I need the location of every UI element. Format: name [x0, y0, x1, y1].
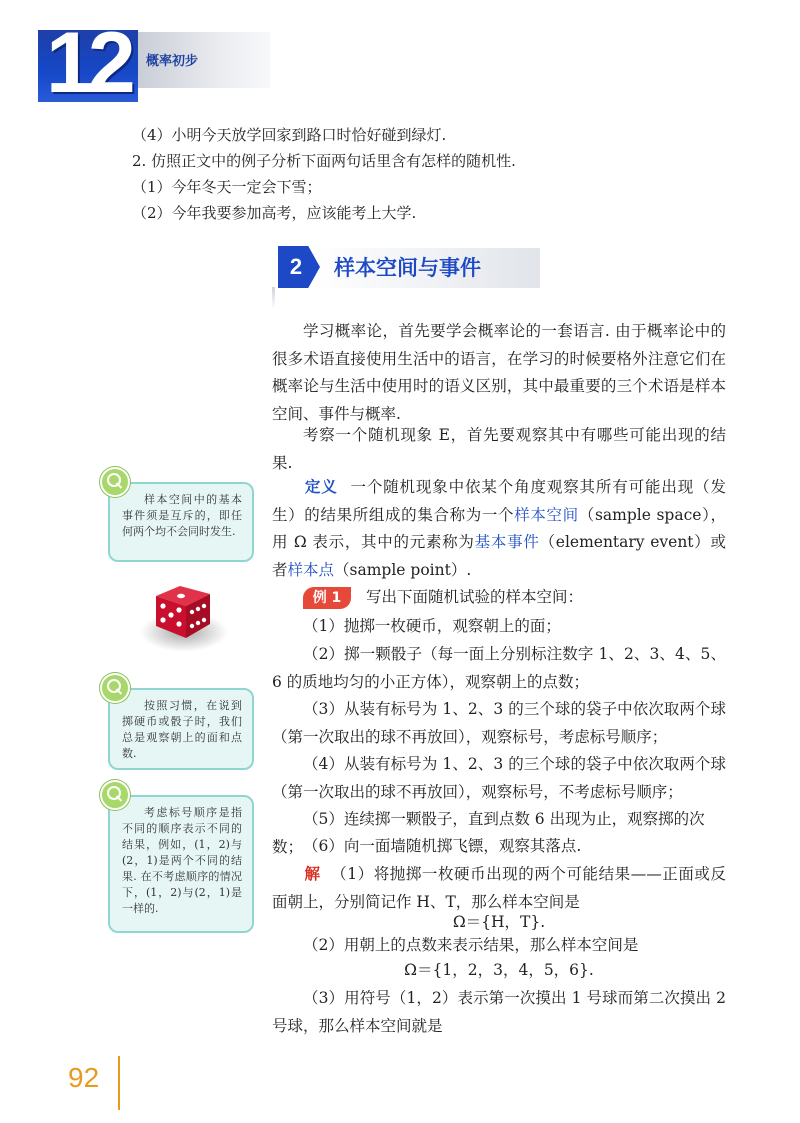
- exercise-line-4: （2）今年我要参加高考，应该能考上大学.: [132, 204, 417, 222]
- magnifier-handle: [116, 688, 122, 694]
- definition-paragraph: [272, 474, 726, 584]
- definition-label: 定义: [304, 478, 338, 496]
- solution-step-3: （3）用符号（1，2）表示第一次摸出 1 号球而第二次摸出 2 号球，那么样本空间就是: [272, 989, 726, 1035]
- page-number-divider: [118, 1056, 120, 1110]
- page-number: 92: [68, 1062, 100, 1093]
- section-number: 2: [289, 254, 303, 279]
- magnifier-handle: [116, 482, 122, 488]
- exercise-line-3: （1）今年冬天一定会下雪；: [132, 178, 322, 196]
- magnifier-icon: [100, 780, 130, 810]
- example-item-5: （5）连续掷一颗骰子，直到点数 6 出现为止，观察掷的次数；: [272, 810, 705, 856]
- solution-step-2: （2）用朝上的点数来表示结果，那么样本空间是: [303, 936, 639, 954]
- example-prompt: 写出下面随机试验的样本空间：: [366, 588, 584, 606]
- example-badge: 例 1: [303, 587, 351, 609]
- side-note-1: 样本空间中的基本事件须是互斥的，即任何两个均不会同时发生.: [108, 482, 254, 562]
- term-sample-point: 样本点: [287, 560, 335, 579]
- chapter-title: 概率初步: [146, 54, 199, 69]
- definition-text-d: （sample point）.: [334, 560, 472, 579]
- term-sample-space: 样本空间: [514, 505, 579, 524]
- section-title: 样本空间与事件: [334, 256, 481, 280]
- die-image: [148, 582, 220, 642]
- exercise-line-1: （4）小明今天放学回家到路口时恰好碰到绿灯.: [132, 126, 447, 144]
- example-item-1: （1）抛掷一枚硬币，观察朝上的面；: [303, 617, 561, 635]
- solution-formula-1: Ω＝{H，T}.: [452, 913, 546, 931]
- definition-text-b: （sample space），用 Ω 表示，其中的元素称为: [272, 505, 726, 551]
- example-item-3: （3）从装有标号为 1、2、3 的三个球的袋子中依次取两个球（第一次取出的球不再放回），观察标号，考虑标号顺序；: [272, 700, 726, 746]
- solution-formula-2: Ω＝{1，2，3，4，5，6}.: [404, 961, 594, 979]
- chapter-number: 12: [46, 15, 130, 111]
- solution-step-1: [272, 861, 726, 916]
- solution-label: 解: [304, 865, 321, 883]
- exercise-line-2: 2. 仿照正文中的例子分析下面两句话里含有怎样的随机性.: [132, 152, 516, 170]
- section-header-shadow: [272, 287, 275, 309]
- magnifier-icon: [100, 467, 130, 497]
- definition-text-a: 一个随机现象中依某个角度观察其所有可能出现（发生）的结果所组成的集合称为一个: [272, 478, 726, 524]
- example-item-2: （2）掷一颗骰子（每一面上分别标注数字 1、2、3、4、5、6 的质地均匀的小正方体），观察朝上的点数；: [272, 645, 726, 691]
- example-item-4: （4）从装有标号为 1、2、3 的三个球的袋子中依次取两个球（第一次取出的球不再放回），观察标号，不考虑标号顺序；: [272, 755, 726, 801]
- side-note-3: 考虑标号顺序是指不同的顺序表示不同的结果，例如，(1，2)与(2，1)是两个不同的结果. 在不考虑顺序的情况下，(1，2)与(2，1)是一样的.: [108, 795, 254, 933]
- definition-text-c: （elementary event）或者: [272, 533, 726, 579]
- side-note-2: 按照习惯，在说到掷硬币或骰子时，我们总是观察朝上的面和点数.: [108, 688, 254, 770]
- magnifier-icon: [100, 673, 130, 703]
- intro-paragraph-1: 学习概率论，首先要学会概率论的一套语言. 由于概率论中的很多术语直接使用生活中的语言，在学习的时候要格外注意它们在概率论与生活中使用时的语义区别，其中最重要的三个术语是样本空间、事件与概率.: [272, 322, 726, 423]
- solution-step-1-text: （1）将抛掷一枚硬币出现的两个可能结果——正面或反面朝上，分别简记作 H、T，那么样本空间是: [272, 865, 726, 911]
- term-elementary-event: 基本事件: [474, 533, 540, 551]
- intro-paragraph-2: 考察一个随机现象 E，首先要观察其中有哪些可能出现的结果.: [272, 426, 726, 472]
- magnifier-handle: [116, 795, 122, 801]
- example-item-6: （6）向一面墙随机掷飞镖，观察其落点.: [303, 837, 582, 855]
